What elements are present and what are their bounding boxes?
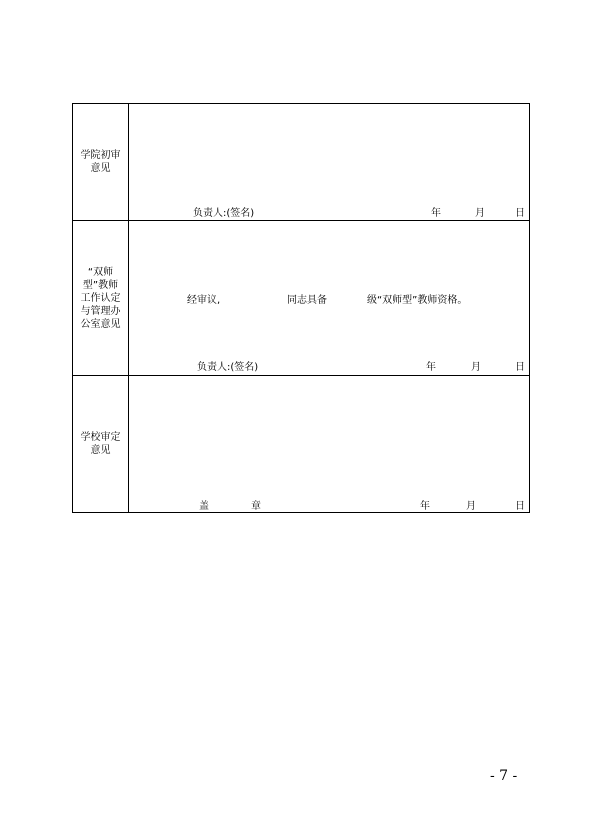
college-review-content-cell[interactable] [129,104,530,221]
seal-text-right: 章 [251,501,261,512]
page-number: - 7 - [490,768,518,784]
dual-teacher-office-label-line-5: 公室意见 [80,318,121,330]
statement-level-text: 级“双师型”教师资格。 [367,295,468,306]
seal-text-left: 盖 [199,501,209,512]
statement-qualified-text: 同志具备 [287,295,327,306]
college-review-label-line-1: 学院初审 [80,150,121,161]
dual-teacher-office-label-line-2: 型”教师 [82,279,119,291]
college-review-label-line-2: 意见 [90,163,111,174]
dual-teacher-office-content-cell[interactable] [129,221,530,376]
school-approval-label-line-1: 学校审定 [80,432,121,443]
dual-teacher-office-signer: 负责人:(签名) [197,362,259,373]
school-approval-label-line-2: 意见 [90,445,111,456]
dual-teacher-office-label-cell [73,221,129,376]
statement-review-text: 经审议, [187,295,221,306]
approval-form-table [72,103,530,513]
dual-teacher-office-row [73,221,530,376]
college-review-signer: 负责人:(签名) [193,208,255,219]
dual-teacher-office-month: 月 [471,362,481,373]
dual-teacher-office-label-line-4: 与管理办 [80,305,121,317]
school-approval-day: 日 [515,501,525,512]
college-review-day: 日 [515,208,525,219]
college-review-row [73,104,530,221]
dual-teacher-office-label-line-3: 工作认定 [80,292,121,304]
dual-teacher-office-year: 年 [426,362,436,373]
school-approval-month: 月 [466,501,476,512]
school-approval-content-cell[interactable] [129,376,530,513]
college-review-year: 年 [431,208,441,219]
school-approval-row [73,376,530,513]
college-review-label-cell [73,104,129,221]
school-approval-label-cell [73,376,129,513]
dual-teacher-office-day: 日 [515,362,525,373]
school-approval-year: 年 [420,501,430,512]
dual-teacher-office-label-line-1: “双师 [87,266,114,278]
college-review-month: 月 [475,208,485,219]
